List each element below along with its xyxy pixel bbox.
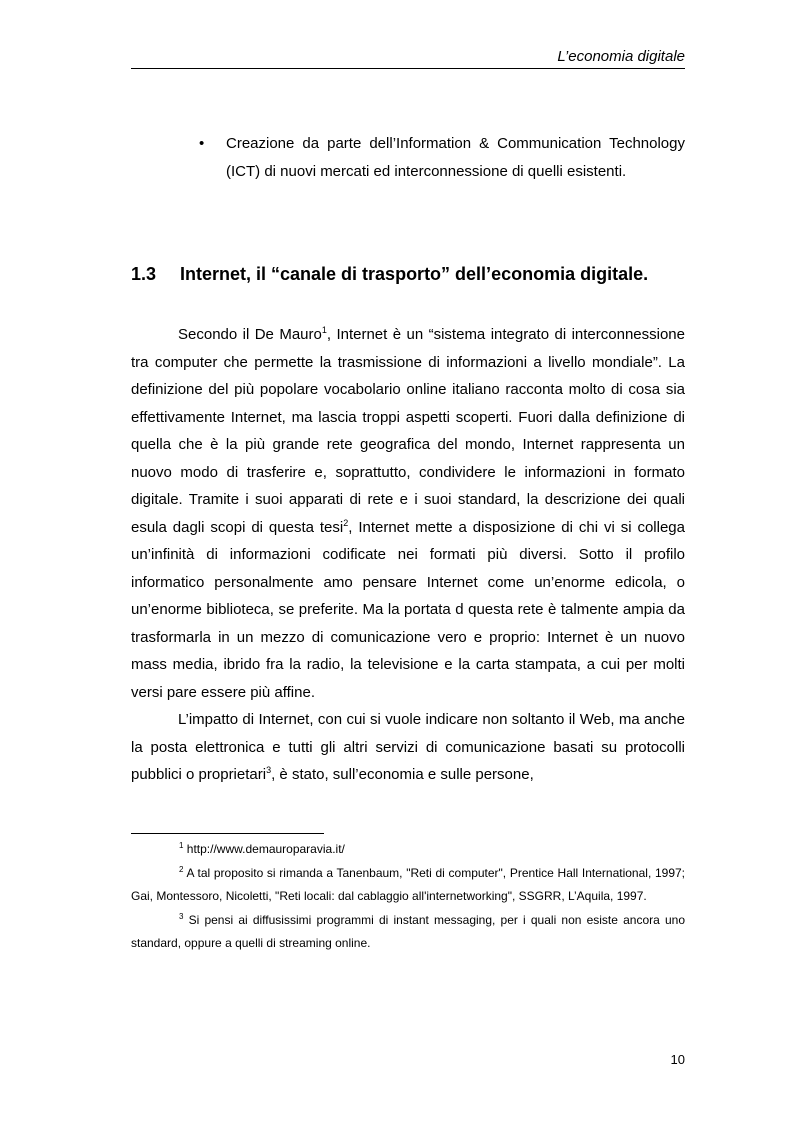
- paragraph-text: L’impatto di Internet, con cui si vuole indicare non soltanto il Web, ma anche la posta elettronica e tutti gli altri servizi di comunicazione basati su protocolli pubblici o proprietari: [131, 711, 685, 783]
- footnote-reference[interactable]: 3: [266, 765, 272, 775]
- running-header: L’economia digitale: [557, 48, 685, 65]
- footnote-text: A tal proposito si rimanda a Tanenbaum, "Reti di computer", Prentice Hall International, 1997; Gai, Montessoro, Nicoletti, "Reti locali: dal cablaggio all'internetworking", SSGRR, L’Aquila, 1997.: [131, 865, 685, 903]
- section-number: 1.3: [131, 264, 157, 284]
- bullet-icon: •: [199, 135, 205, 152]
- page-number: 10: [670, 1052, 685, 1067]
- section-heading: [131, 262, 691, 286]
- footnote-mark: 1: [179, 841, 184, 850]
- section-title: Internet, il “canale di trasporto” dell’economia digitale.: [180, 264, 649, 284]
- paragraph: [131, 706, 685, 789]
- footnote-rule: [131, 833, 324, 834]
- paragraph-text: , Internet è un “sistema integrato di interconnessione tra computer che permette la trasmissione di informazioni a livello mondiale”. La definizione del più popolare vocabolario online italiano racconta molto di cosa sia effettivamente Internet, ma lascia troppi aspetti scoperti. Fuori dalla definizione di quella che è la più grande rete geografica del mondo, Internet rappresenta un nuovo modo di trasferire e, soprattutto, condividere le informazioni in formato digitale. Tramite i suoi apparati di rete e i suoi standard, la descrizione dei quali esula dagli scopi di questa tesi: [131, 326, 685, 536]
- paragraph-text: , Internet mette a disposizione di chi vi si collega un’infinità di informazioni codificate nei formati più diversi. Sotto il profilo informatico personalmente amo pensare Internet come un’enorme edicola, o un’enorme biblioteca, se preferite. Ma la portata d questa rete è talmente ampia da trasformarla in un mezzo di comunicazione vero e proprio: Internet è un nuovo mass media, ibrido fra la radio, la televisione e la carta stampata, a cui per molti versi pare essere più affine.: [131, 518, 685, 701]
- footnote-text: Si pensi ai diffusissimi programmi di instant messaging, per i quali non esiste ancora uno standard, oppure a quelli di streaming online.: [131, 912, 685, 950]
- paragraph-text: Secondo il De Mauro: [178, 326, 322, 343]
- footnotes: [131, 838, 685, 956]
- footnote: [131, 862, 685, 909]
- footnote-reference[interactable]: 2: [343, 517, 349, 528]
- bullet-text: Creazione da parte dell’Information & Communication Technology (ICT) di nuovi mercati ed interconnessione di quelli esistenti.: [226, 135, 685, 180]
- footnote: [131, 838, 685, 862]
- footnote-text: http://www.demauroparavia.it/: [183, 842, 345, 856]
- body-text: [131, 321, 685, 789]
- header-rule: [131, 68, 685, 69]
- footnote-reference[interactable]: 1: [321, 325, 327, 335]
- paragraph-text: , è stato, sull’economia e sulle persone,: [271, 766, 534, 783]
- paragraph: [131, 321, 685, 706]
- footnote-mark: 2: [179, 864, 184, 874]
- bullet-list-item: [199, 130, 685, 186]
- footnote: [131, 909, 685, 956]
- footnote-mark: 3: [179, 911, 184, 921]
